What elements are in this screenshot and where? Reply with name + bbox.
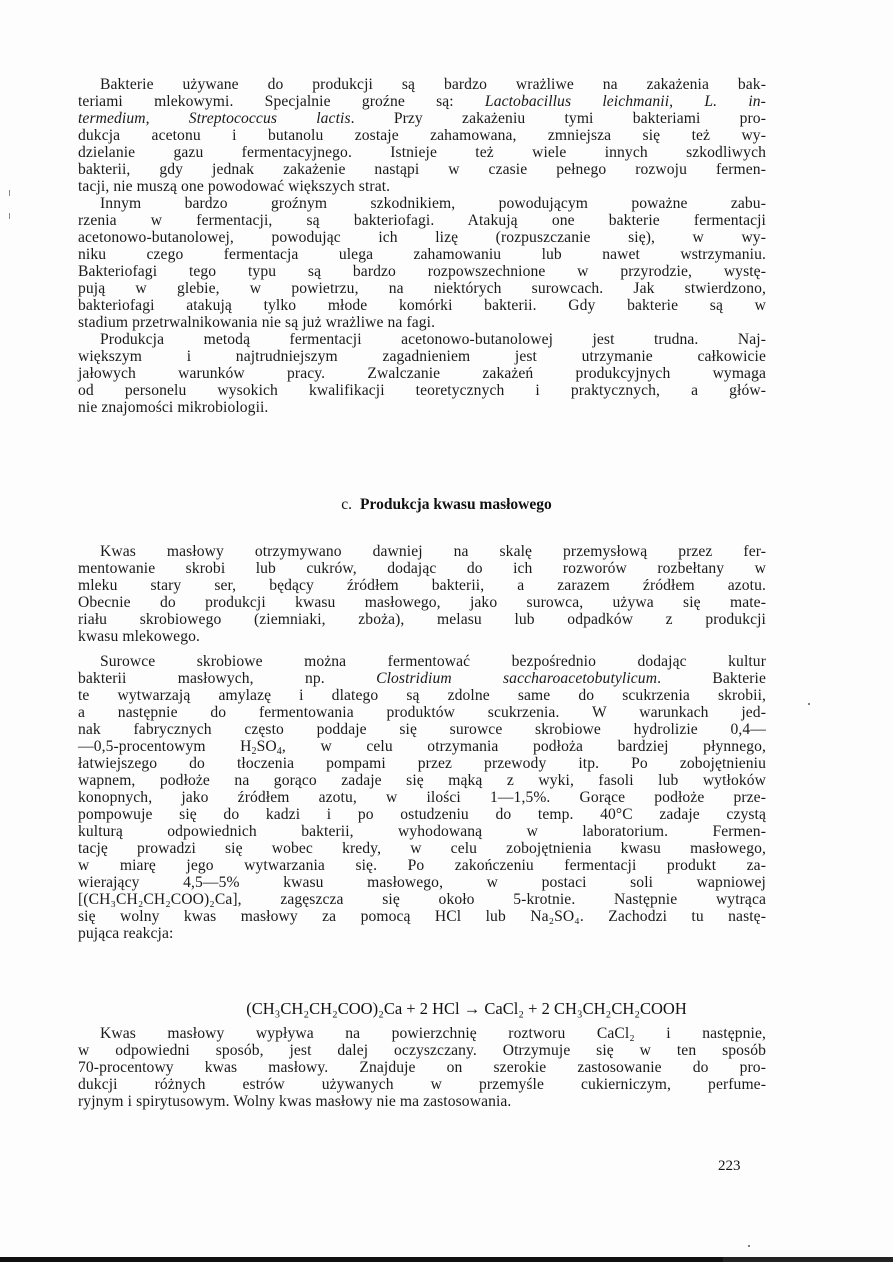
text-line: większym i najtrudniejszym zagadnieniem jest utrzymanie całkowicie xyxy=(78,348,766,365)
text-line: teriami mlekowymi. Specjalnie groźne są: Lactobacillus leichmanii, L. in- xyxy=(78,93,766,110)
text-line: a następnie do fermentowania produktów scukrzenia. W warunkach jed- xyxy=(78,704,766,721)
text-line: Produkcja metodą fermentacji acetonowo-butanolowej jest trudna. Naj- xyxy=(100,331,766,348)
text-line: riału skrobiowego (ziemniaki, zboża), melasu lub odpadków z produkcji xyxy=(78,611,766,628)
text-line: wierający 4,5—5% kwasu masłowego, w postaci soli wapniowej xyxy=(78,874,766,891)
text-line: dukcja acetonu i butanolu zostaje zahamowana, zmniejsza się też wy- xyxy=(78,127,766,144)
text-line: Innym bardzo groźnym szkodnikiem, powodującym poważne zabu- xyxy=(100,195,766,212)
text-line: mentowanie skrobi lub cukrów, dodając do ich rozworów rozbełtany w xyxy=(78,560,766,577)
text-line: tacji, nie muszą one powodować większych strat. xyxy=(78,178,391,195)
text-line: tację prowadzi się wobec kredy, w celu zobojętnienia kwasu masłowego, xyxy=(78,840,766,857)
section-heading xyxy=(0,496,893,514)
text-line: stadium przetrwalnikowania nie są już wrażliwe na fagi. xyxy=(78,314,436,331)
text-line: ryjnym i spirytusowym. Wolny kwas masłowy nie ma zastosowania. xyxy=(78,1093,512,1110)
text-line: bakteriofagi atakują tylko młode komórki bakterii. Gdy bakterie są w xyxy=(78,297,766,314)
scan-artifact xyxy=(9,190,10,196)
text-line: pująca reakcja: xyxy=(78,925,174,942)
text-line: 70-procentowy kwas masłowy. Znajduje on szerokie zastosowanie do pro- xyxy=(78,1059,766,1076)
species-name: termedium, Streptococcus lactis xyxy=(78,110,351,127)
text-line: —0,5-procentowym $H_2SO_4$, w celu otrzymania podłoża bardziej płynnego, xyxy=(78,738,767,757)
text-line: łatwiejszego do tłoczenia pompami przez przewody itp. Po zobojętnieniu xyxy=(78,755,766,772)
scan-artifact xyxy=(9,213,10,219)
text-line: [(CH₃CH₂CH₂COO)₂Ca], zagęszcza się około 5-krotnie. Następnie wytrąca xyxy=(78,891,766,908)
species-name: Clostridium saccharoacetobutylicum xyxy=(376,670,658,687)
text-line: acetonowo-butanolowej, powodując ich lizę (rozpuszczanie się), w wy- xyxy=(78,229,766,246)
section-label: c. xyxy=(341,496,352,513)
text-line: kwasu mlekowego. xyxy=(78,628,200,645)
page-bottom-edge xyxy=(0,1257,893,1262)
page-bottom-edge-shadow xyxy=(723,1257,893,1262)
text-line: pompowuje się do kadzi i po ostudzeniu do temp. 40°C zadaje czystą xyxy=(78,806,766,823)
text-line: termedium, Streptococcus lactis. Przy zakażeniu tymi bakteriami pro- xyxy=(78,110,766,127)
text-line: bakterii, gdy jednak zakażenie nastąpi w czasie pełnego rozwoju fermen- xyxy=(78,161,766,178)
text-line: wapnem, podłoże na gorąco zadaje się mąką z wyki, fasoli lub wytłoków xyxy=(78,772,766,789)
species-name: Lactobacillus leichmanii, L. in- xyxy=(484,93,766,110)
text-line: dzielanie gazu fermentacyjnego. Istnieje też wiele innych szkodliwych xyxy=(78,144,766,161)
text-line: jałowych warunków pracy. Zwalczanie zakażeń produkcyjnych wymaga xyxy=(78,365,766,382)
chemical-equation: (CH₃CH₂CH₂COO)₂Ca + 2 HCl → CaCl₂ + 2 CH₃CH₂CH₂COOH xyxy=(246,999,687,1018)
text-line: pują w glebie, w powietrzu, na niektórych surowcach. Jak stwierdzono, xyxy=(78,280,766,297)
text-line: nak fabrycznych często poddaje się surowce skrobiowe hydrolizie 0,4— xyxy=(78,721,766,738)
text-line: nie znajomości mikrobiologii. xyxy=(78,399,269,416)
scan-speck xyxy=(748,1245,750,1247)
text-line: Bakteriofagi tego typu są bardzo rozpowszechnione w przyrodzie, wystę- xyxy=(78,263,766,280)
page-number: 223 xyxy=(718,1158,741,1174)
text-line: Kwas masłowy wypływa na powierzchnię roztworu CaCl₂ i następnie, xyxy=(100,1025,766,1042)
text-line: niku czego fermentacja ulega zahamowaniu lub nawet wstrzymaniu. xyxy=(78,246,766,263)
section-title: Produkcja kwasu masłowego xyxy=(360,496,552,513)
text-line: się wolny kwas masłowy za pomocą HCl lub Na₂SO₄. Zachodzi tu nastę- xyxy=(78,908,766,925)
text-line: kulturą odpowiednich bakterii, wyhodowaną w laboratorium. Fermen- xyxy=(78,823,766,840)
scan-speck xyxy=(808,703,810,705)
text-line: w miarę jego wytwarzania się. Po zakończeniu fermentacji produkt za- xyxy=(78,857,766,874)
text-line: Surowce skrobiowe można fermentować bezpośrednio dodając kultur xyxy=(100,653,766,670)
text-line: dukcji różnych estrów używanych w przemyśle cukierniczym, perfume- xyxy=(78,1076,766,1093)
text-line: rzenia w fermentacji, są bakteriofagi. Atakują one bakterie fermentacji xyxy=(78,212,766,229)
text-line: te wytwarzają amylazę i dlatego są zdolne same do scukrzenia skrobii, xyxy=(78,687,766,704)
text-line: w odpowiedni sposób, jest dalej oczyszczany. Otrzymuje się w ten sposób xyxy=(78,1042,766,1059)
text-line: Obecnie do produkcji kwasu masłowego, jako surowca, używa się mate- xyxy=(78,594,766,611)
text-line: konopnych, jako źródłem azotu, w ilości 1—1,5%. Gorące podłoże prze- xyxy=(78,789,766,806)
text-line: Kwas masłowy otrzymywano dawniej na skalę przemysłową przez fer- xyxy=(100,543,766,560)
text-line: mleku stary ser, będący źródłem bakterii, a zarazem źródłem azotu. xyxy=(78,577,766,594)
text-line: bakterii masłowych, np. Clostridium saccharoacetobutylicum. Bakterie xyxy=(78,670,766,687)
text-line: Bakterie używane do produkcji są bardzo wrażliwe na zakażenia bak- xyxy=(100,76,766,93)
text-line: od personelu wysokich kwalifikacji teoretycznych i praktycznych, a głów- xyxy=(78,382,766,399)
